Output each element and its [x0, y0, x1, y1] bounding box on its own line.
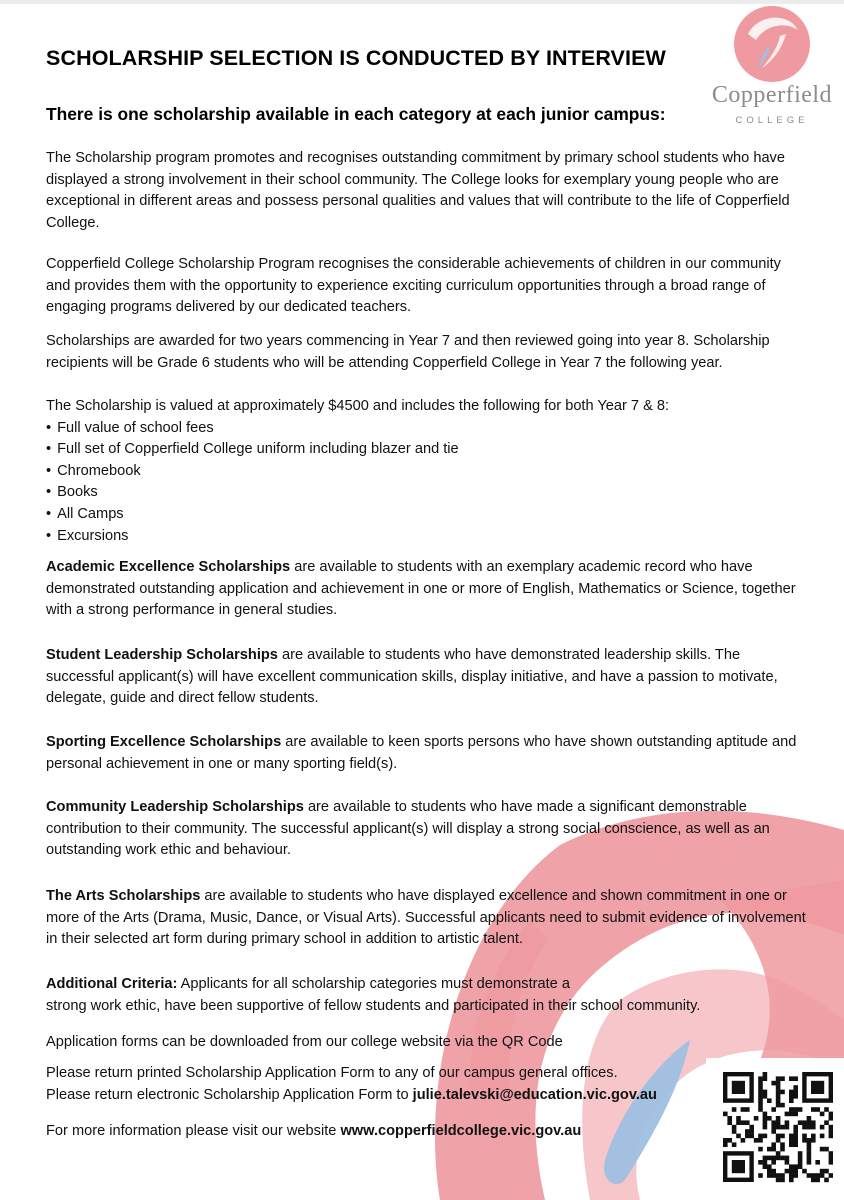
page-subtitle: There is one scholarship available in each category at each junior campus: [46, 104, 666, 124]
arts-scholarship-paragraph [46, 886, 806, 951]
intro-paragraph-3: Scholarships are awarded for two years commencing in Year 7 and then reviewed going into year 8. Scholarship recipients will be Grade 6 students who will be attending Copperfield College in Year 7 the following year. [46, 333, 770, 371]
list-item: • Full value of school fees [46, 418, 806, 440]
additional-criteria-paragraph [46, 974, 806, 1017]
logo-wordmark: Copperfield [711, 82, 833, 108]
leadership-scholarship-paragraph [46, 645, 806, 710]
logo-subtext: COLLEGE [735, 115, 809, 126]
additional-criteria-text-1: Applicants for all scholarship categories must demonstrate a [177, 976, 570, 992]
return-instructions [46, 1063, 806, 1106]
list-item: • Excursions [46, 526, 806, 548]
contact-email-link[interactable]: julie.talevski@education.vic.gov.au [412, 1086, 657, 1103]
intro-paragraph-1: The Scholarship program promotes and recognises outstanding commitment by primary school students who have displayed a strong involvement in their school community. The College looks for exemplary young people who are exceptional in different areas and possess personal qualities and values that will contribute to the life of Copperfield College. [46, 150, 790, 231]
college-logo [700, 0, 844, 132]
qr-code[interactable] [706, 1058, 844, 1200]
logo-swirl-icon [728, 4, 816, 84]
sporting-scholarship-text: are available to keen sports persons who have shown outstanding aptitude and personal achievement in one or many sporting field(s). [46, 734, 797, 772]
academic-scholarship-heading: Academic Excellence Scholarships [46, 559, 291, 575]
academic-scholarship-text: are available to students with an exemplary academic record who have demonstrated outstanding application and achievement in one or more of English, Mathematics or Science, together with a strong performance in general studies. [46, 559, 796, 619]
website-link[interactable]: www.copperfieldcollege.vic.gov.au [340, 1123, 582, 1139]
value-lead: The Scholarship is valued at approximately $4500 and includes the following for both Year 7 & 8: [46, 398, 670, 414]
arts-scholarship-heading: The Arts Scholarships [46, 888, 201, 904]
leadership-scholarship-text: are available to students who have demonstrated leadership skills. The successful applicant(s) will have excellent communication skills, display initiative, and have a passion to motivate, delegate, guide and direct fellow students. [46, 647, 778, 707]
community-scholarship-paragraph [46, 797, 806, 862]
additional-criteria-heading: Additional Criteria: [46, 976, 178, 992]
list-item: • Full set of Copperfield College uniform including blazer and tie [46, 439, 806, 461]
printed-return-note: Please return printed Scholarship Application Form to any of our campus general offices. [46, 1065, 618, 1081]
electronic-return-note [46, 1085, 806, 1107]
electronic-return-lead: Please return electronic Scholarship Application Form to [46, 1086, 413, 1103]
arts-scholarship-text: are available to students who have displayed excellence and shown commitment in one or more of the Arts (Drama, Music, Dance, or Visual Arts). Successful applicants need to submit evidence of involvement in their selected art form during primary school in addition to artistic talent. [46, 888, 806, 948]
academic-scholarship-paragraph [46, 557, 806, 622]
sporting-scholarship-heading: Sporting Excellence Scholarships [46, 734, 282, 750]
page-title: SCHOLARSHIP SELECTION IS CONDUCTED BY INTERVIEW [46, 46, 666, 70]
download-note: Application forms can be downloaded from our college website via the QR Code [46, 1034, 563, 1050]
community-scholarship-heading: Community Leadership Scholarships [46, 799, 304, 815]
sporting-scholarship-paragraph [46, 732, 806, 775]
more-info-note [46, 1121, 806, 1143]
leadership-scholarship-heading: Student Leadership Scholarships [46, 647, 278, 663]
list-item: • Books [46, 482, 806, 504]
community-scholarship-text: are available to students who have made a significant demonstrable contribution to their community. The successful applicant(s) will display a strong social conscience, as well as an outstanding work ethic and behaviour. [46, 799, 770, 859]
list-item: • Chromebook [46, 461, 806, 483]
more-info-lead: For more information please visit our website [46, 1123, 341, 1139]
qr-code-pattern [723, 1072, 833, 1184]
additional-criteria-text-2: strong work ethic, have been supportive of fellow students and participated in their school community. [46, 997, 701, 1014]
intro-paragraph-2: Copperfield College Scholarship Program recognises the considerable achievements of children in our community and provides them with the opportunity to experience exciting curriculum opportunities through a broad range of engaging programs delivered by our dedicated teachers. [46, 256, 781, 316]
value-list [46, 418, 806, 548]
value-section [46, 396, 806, 547]
list-item: • All Camps [46, 504, 806, 526]
